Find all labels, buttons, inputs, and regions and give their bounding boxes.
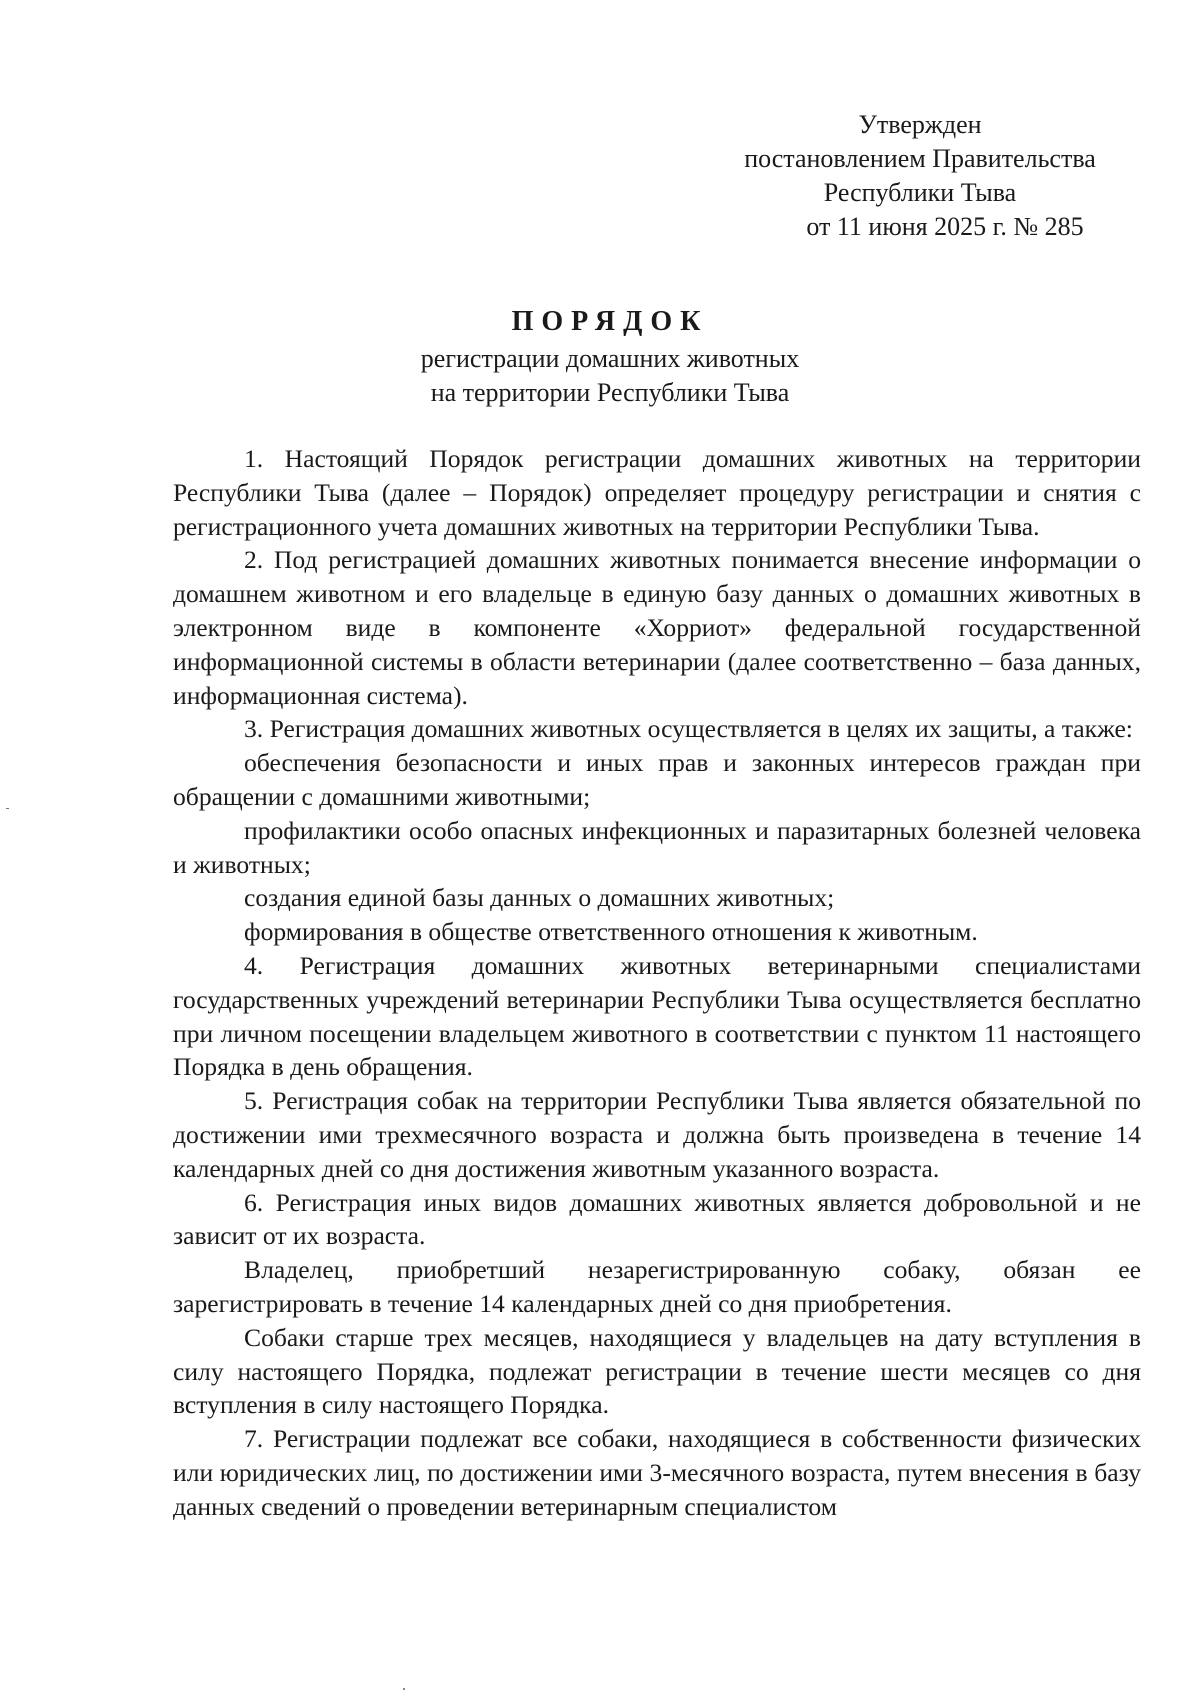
scan-artifact-left (6, 808, 9, 809)
paragraph: 5. Регистрация собак на территории Республики Тыва является обязательной по достижении ими трехмесячного возраста и должна быть произведена в течение 14 календарных дней со дня достижения животным указанного возраста. (173, 1086, 1141, 1183)
paragraph: профилактики особо опасных инфекционных и паразитарных болезней человека и животных; (173, 815, 1141, 879)
approval-stamp (720, 108, 1120, 244)
paragraph: 7. Регистрации подлежат все собаки, находящиеся в собственности физических или юридических лиц, по достижении ими 3-месячного возраста, путем внесения в базу данных сведений о проведении ветеринарным специалистом (173, 1424, 1141, 1521)
document-body (173, 442, 1141, 1524)
paragraph: создания единой базы данных о домашних животных; (244, 883, 835, 913)
approval-line-resolution: постановлением Правительства (744, 144, 1096, 173)
approval-line-republic: Республики Тыва (823, 178, 1017, 207)
paragraph: 4. Регистрация домашних животных ветеринарными специалистами государственных учреждений ветеринарии Республики Тыва осуществляется бесплатно при личном посещении владельцем животного в соответствии с пунктом 11 настоящего Порядка в день обращения. (173, 950, 1141, 1082)
document-title: ПОРЯДОК (511, 306, 709, 337)
paragraph: 1. Настоящий Порядок регистрации домашних животных на территории Республики Тыва (далее – Порядок) определяет процедуру регистрации и снятия с регистрационного учета домашних животных на территории Республики Тыва. (173, 444, 1141, 541)
document-subtitle-line-1: регистрации домашних животных (420, 344, 800, 373)
approval-line-date: от 11 июня 2025 г. № 285 (806, 212, 1084, 241)
paragraph: Владелец, приобретший незарегистрированную собаку, обязан ее зарегистрировать в течение 14 календарных дней со дня приобретения. (173, 1255, 1141, 1318)
approval-line-approved: Утвержден (858, 110, 982, 139)
scan-artifact-bottom (403, 1688, 405, 1690)
document-heading (160, 304, 1060, 410)
paragraph: Собаки старше трех месяцев, находящиеся у владельцев на дату вступления в силу настоящего Порядка, подлежат регистрации в течение шести месяцев со дня вступления в силу настоящего Порядка. (173, 1322, 1141, 1420)
paragraph: обеспечения безопасности и иных прав и законных интересов граждан при обращении с домашними животными; (173, 748, 1141, 811)
paragraph: формирования в обществе ответственного отношения к животным. (244, 917, 978, 947)
paragraph: 2. Под регистрацией домашних животных понимается внесение информации о домашнем животном и его владельце в единую базу данных о домашних животных в электронном виде в компоненте «Хорриот» федеральной государственной информационной системы в области ветеринарии (далее соответственно – база данных, информационная система). (173, 545, 1141, 710)
document-subtitle-line-2: на территории Республики Тыва (430, 378, 790, 407)
paragraph: 3. Регистрация домашних животных осуществляется в целях их защиты, а также: (244, 714, 1133, 744)
paragraph: 6. Регистрация иных видов домашних животных является добровольной и не зависит от их возраста. (173, 1187, 1141, 1251)
